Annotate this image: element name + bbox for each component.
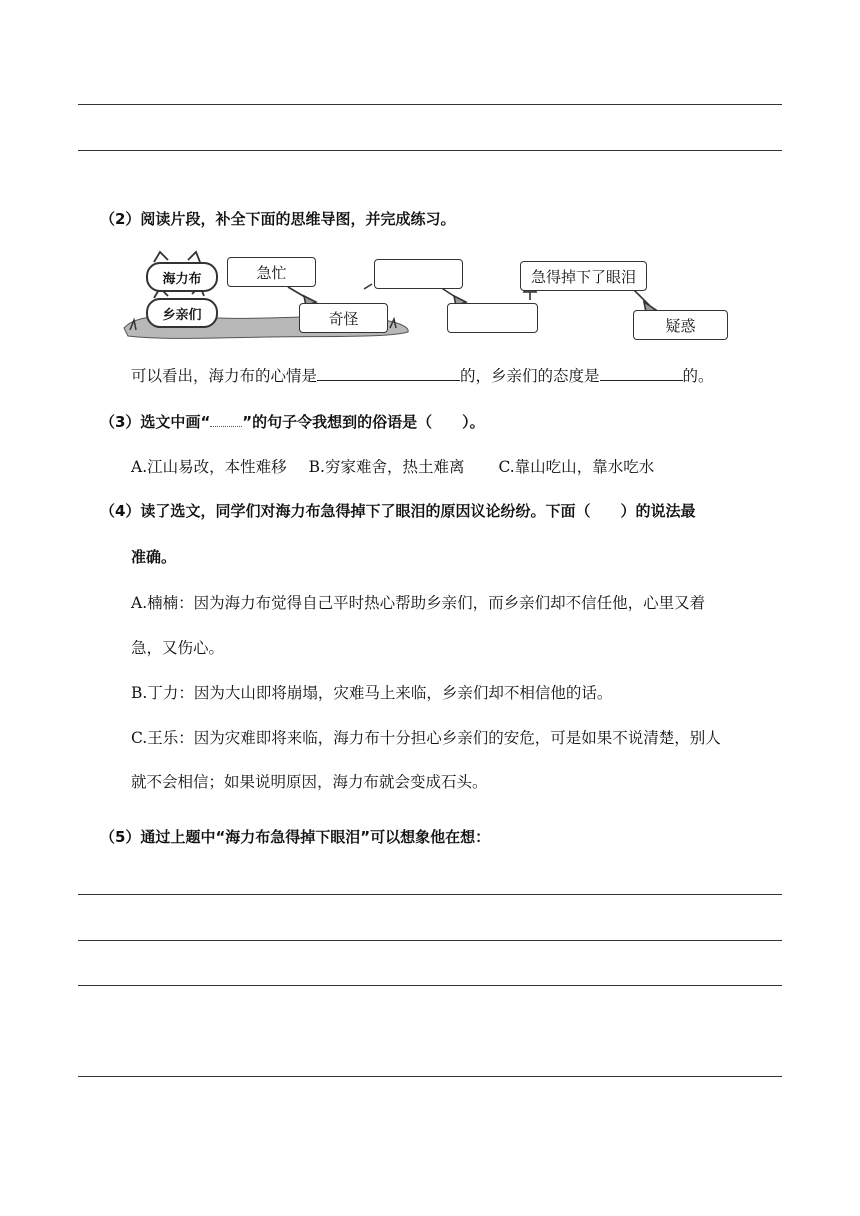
q3-prompt-part2: ”的句子令我想到的俗语是（ ）。	[242, 413, 485, 431]
mindmap-box-hurried: 急忙	[227, 257, 316, 287]
q4-option-a-line2[interactable]: 急，又伤心。	[131, 639, 225, 657]
mindmap-box-strange: 奇怪	[299, 303, 388, 333]
q4-option-b[interactable]: B.丁力：因为大山即将崩塌，灾难马上来临，乡亲们却不相信他的话。	[131, 684, 613, 702]
q3-option-c[interactable]: C.靠山吃山，靠水吃水	[498, 458, 655, 476]
q3-option-b[interactable]: B.穷家难舍，热土难离	[308, 458, 465, 476]
q3-wavy-underline-sample	[210, 410, 242, 427]
question-5-prompt: （5）通过上题中“海力布急得掉下眼泪”可以想象他在想：	[100, 828, 491, 846]
q4-option-c-line1[interactable]: C.王乐：因为灾难即将来临，海力布十分担心乡亲们的安危，可是如果不说清楚，别人	[131, 729, 721, 747]
question-2-prompt: （2）阅读片段，补全下面的思维导图，并完成练习。	[100, 210, 456, 228]
question-4-prompt-line1: （4）读了选文，同学们对海力布急得掉下了眼泪的原因议论纷纷。下面（ ）的说法最	[100, 502, 696, 520]
mindmap-box-blank-2[interactable]	[447, 303, 538, 333]
question-2-fill-sentence	[131, 364, 714, 387]
q2-sentence-part3: 的。	[682, 367, 714, 385]
q2-attitude-blank[interactable]	[600, 364, 683, 381]
q2-sentence-part2: 的，乡亲们的态度是	[460, 367, 600, 385]
mindmap-box-doubt: 疑惑	[633, 310, 728, 340]
question-3-prompt	[100, 410, 485, 433]
answer-line-6	[78, 1076, 782, 1077]
answer-line-5	[78, 985, 782, 986]
answer-line-3	[78, 894, 782, 895]
mind-map-arrows	[0, 0, 860, 360]
villagers-badge: 乡亲们	[146, 298, 218, 328]
question-3-options	[131, 456, 654, 478]
haili-bu-badge: 海力布	[146, 262, 218, 292]
question-4-prompt-line2: 准确。	[131, 548, 177, 566]
q4-option-a-line1[interactable]: A.楠楠：因为海力布觉得自己平时热心帮助乡亲们，而乡亲们却不信任他，心里又着	[131, 594, 706, 612]
q3-prompt-part1: （3）选文中画“	[100, 413, 211, 431]
q2-mood-blank[interactable]	[317, 364, 460, 381]
q4-option-c-line2[interactable]: 就不会相信；如果说明原因，海力布就会变成石头。	[131, 773, 488, 791]
q3-option-a[interactable]: A.江山易改，本性难移	[131, 458, 287, 476]
mindmap-box-tears: 急得掉下了眼泪	[520, 261, 647, 291]
mindmap-box-blank-1[interactable]	[374, 259, 463, 289]
q2-sentence-part1: 可以看出，海力布的心情是	[131, 367, 318, 385]
answer-line-4	[78, 940, 782, 941]
